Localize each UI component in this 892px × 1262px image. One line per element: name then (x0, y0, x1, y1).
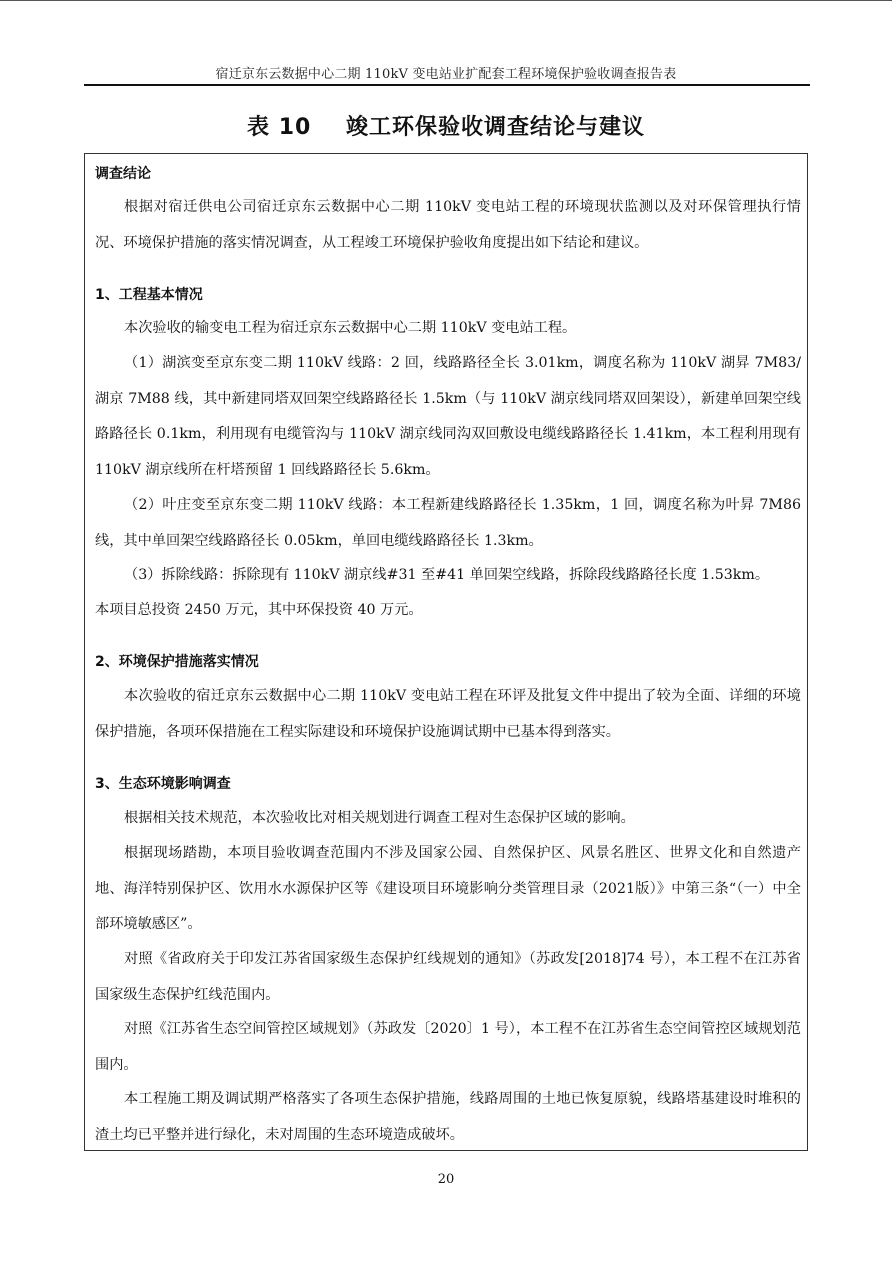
section-3-heading: 3、生态环境影响调查 (95, 776, 231, 792)
top-edge-rule (0, 0, 892, 1)
running-header: 宿迁京东云数据中心二期 110kV 变电站业扩配套工程环境保护验收调查报告表 (215, 67, 677, 82)
section-1-heading: 1、工程基本情况 (95, 287, 203, 303)
conclusion-heading: 调查结论 (95, 166, 151, 182)
section-1-para-3: （2）叶庄变至京东变二期 110kV 线路：本工程新建线路路径长 1.35km，1 回，调度名称为叶昇 7M86 线，其中单回架空线路路径长 0.05km，单回电缆线路路径长 1.3km。 (95, 497, 801, 549)
section-1-para-1: 本次验收的输变电工程为宿迁京东云数据中心二期 110kV 变电站工程。 (124, 320, 577, 336)
section-3-para-4: 对照《江苏省生态空间管控区域规划》（苏政发〔2020〕1 号），本工程不在江苏省生态空间管控区域规划范围内。 (95, 1021, 801, 1073)
header-rule (84, 84, 810, 86)
section-3-para-3: 对照《省政府关于印发江苏省国家级生态保护红线规划的通知》（苏政发[2018]74 号），本工程不在江苏省国家级生态保护红线范围内。 (95, 951, 801, 1003)
page-number: 20 (437, 1172, 455, 1187)
section-1-para-5: 本项目总投资 2450 万元，其中环保投资 40 万元。 (95, 602, 423, 618)
section-1-para-4: （3）拆除线路：拆除现有 110kV 湖京线#31 至#41 单回架空线路，拆除段线路路径长度 1.53km。 (124, 567, 770, 583)
section-1-para-2: （1）湖滨变至京东变二期 110kV 线路：2 回，线路路径全长 3.01km，调度名称为 110kV 湖昇 7M83/湖京 7M88 线，其中新建同塔双回架空线路路径长 1.5km（与 110kV 湖京线同塔双回架设），新建单回架空线路路径长 0.1km，利用现有电缆管沟与 110kV 湖京线同沟双回敷设电缆线路路径长 1.41km，本工程利用现有 110kV 湖京线所在杆塔预留 1 回线路路径长 5.6km。 (95, 355, 801, 478)
section-3-para-1: 根据相关技术规范，本次验收比对相关规划进行调查工程对生态保护区域的影响。 (124, 810, 635, 826)
section-2-para-1: 本次验收的宿迁京东云数据中心二期 110kV 变电站工程在环评及批复文件中提出了较为全面、详细的环境保护措施，各项环保措施在工程实际建设和环境保护设施调试期中已基本得到落实。 (95, 688, 801, 740)
table-title: 表 10 竣工环保验收调查结论与建议 (247, 115, 645, 140)
section-3-para-5: 本工程施工期及调试期严格落实了各项生态保护措施，线路周围的土地已恢复原貌，线路塔基建设时堆积的渣土均已平整并进行绿化，未对周围的生态环境造成破坏。 (95, 1091, 801, 1143)
section-2-heading: 2、环境保护措施落实情况 (95, 654, 259, 670)
intro-paragraph: 根据对宿迁供电公司宿迁京东云数据中心二期 110kV 变电站工程的环境现状监测以及对环保管理执行情况、环境保护措施的落实情况调查，从工程竣工环境保护验收角度提出如下结论和建议。 (95, 199, 801, 251)
section-3-para-2: 根据现场踏勘，本项目验收调查范围内不涉及国家公园、自然保护区、风景名胜区、世界文化和自然遗产地、海洋特别保护区、饮用水水源保护区等《建设项目环境影响分类管理目录（2021版）》中第三条“（一）中全部环境敏感区”。 (95, 845, 801, 932)
